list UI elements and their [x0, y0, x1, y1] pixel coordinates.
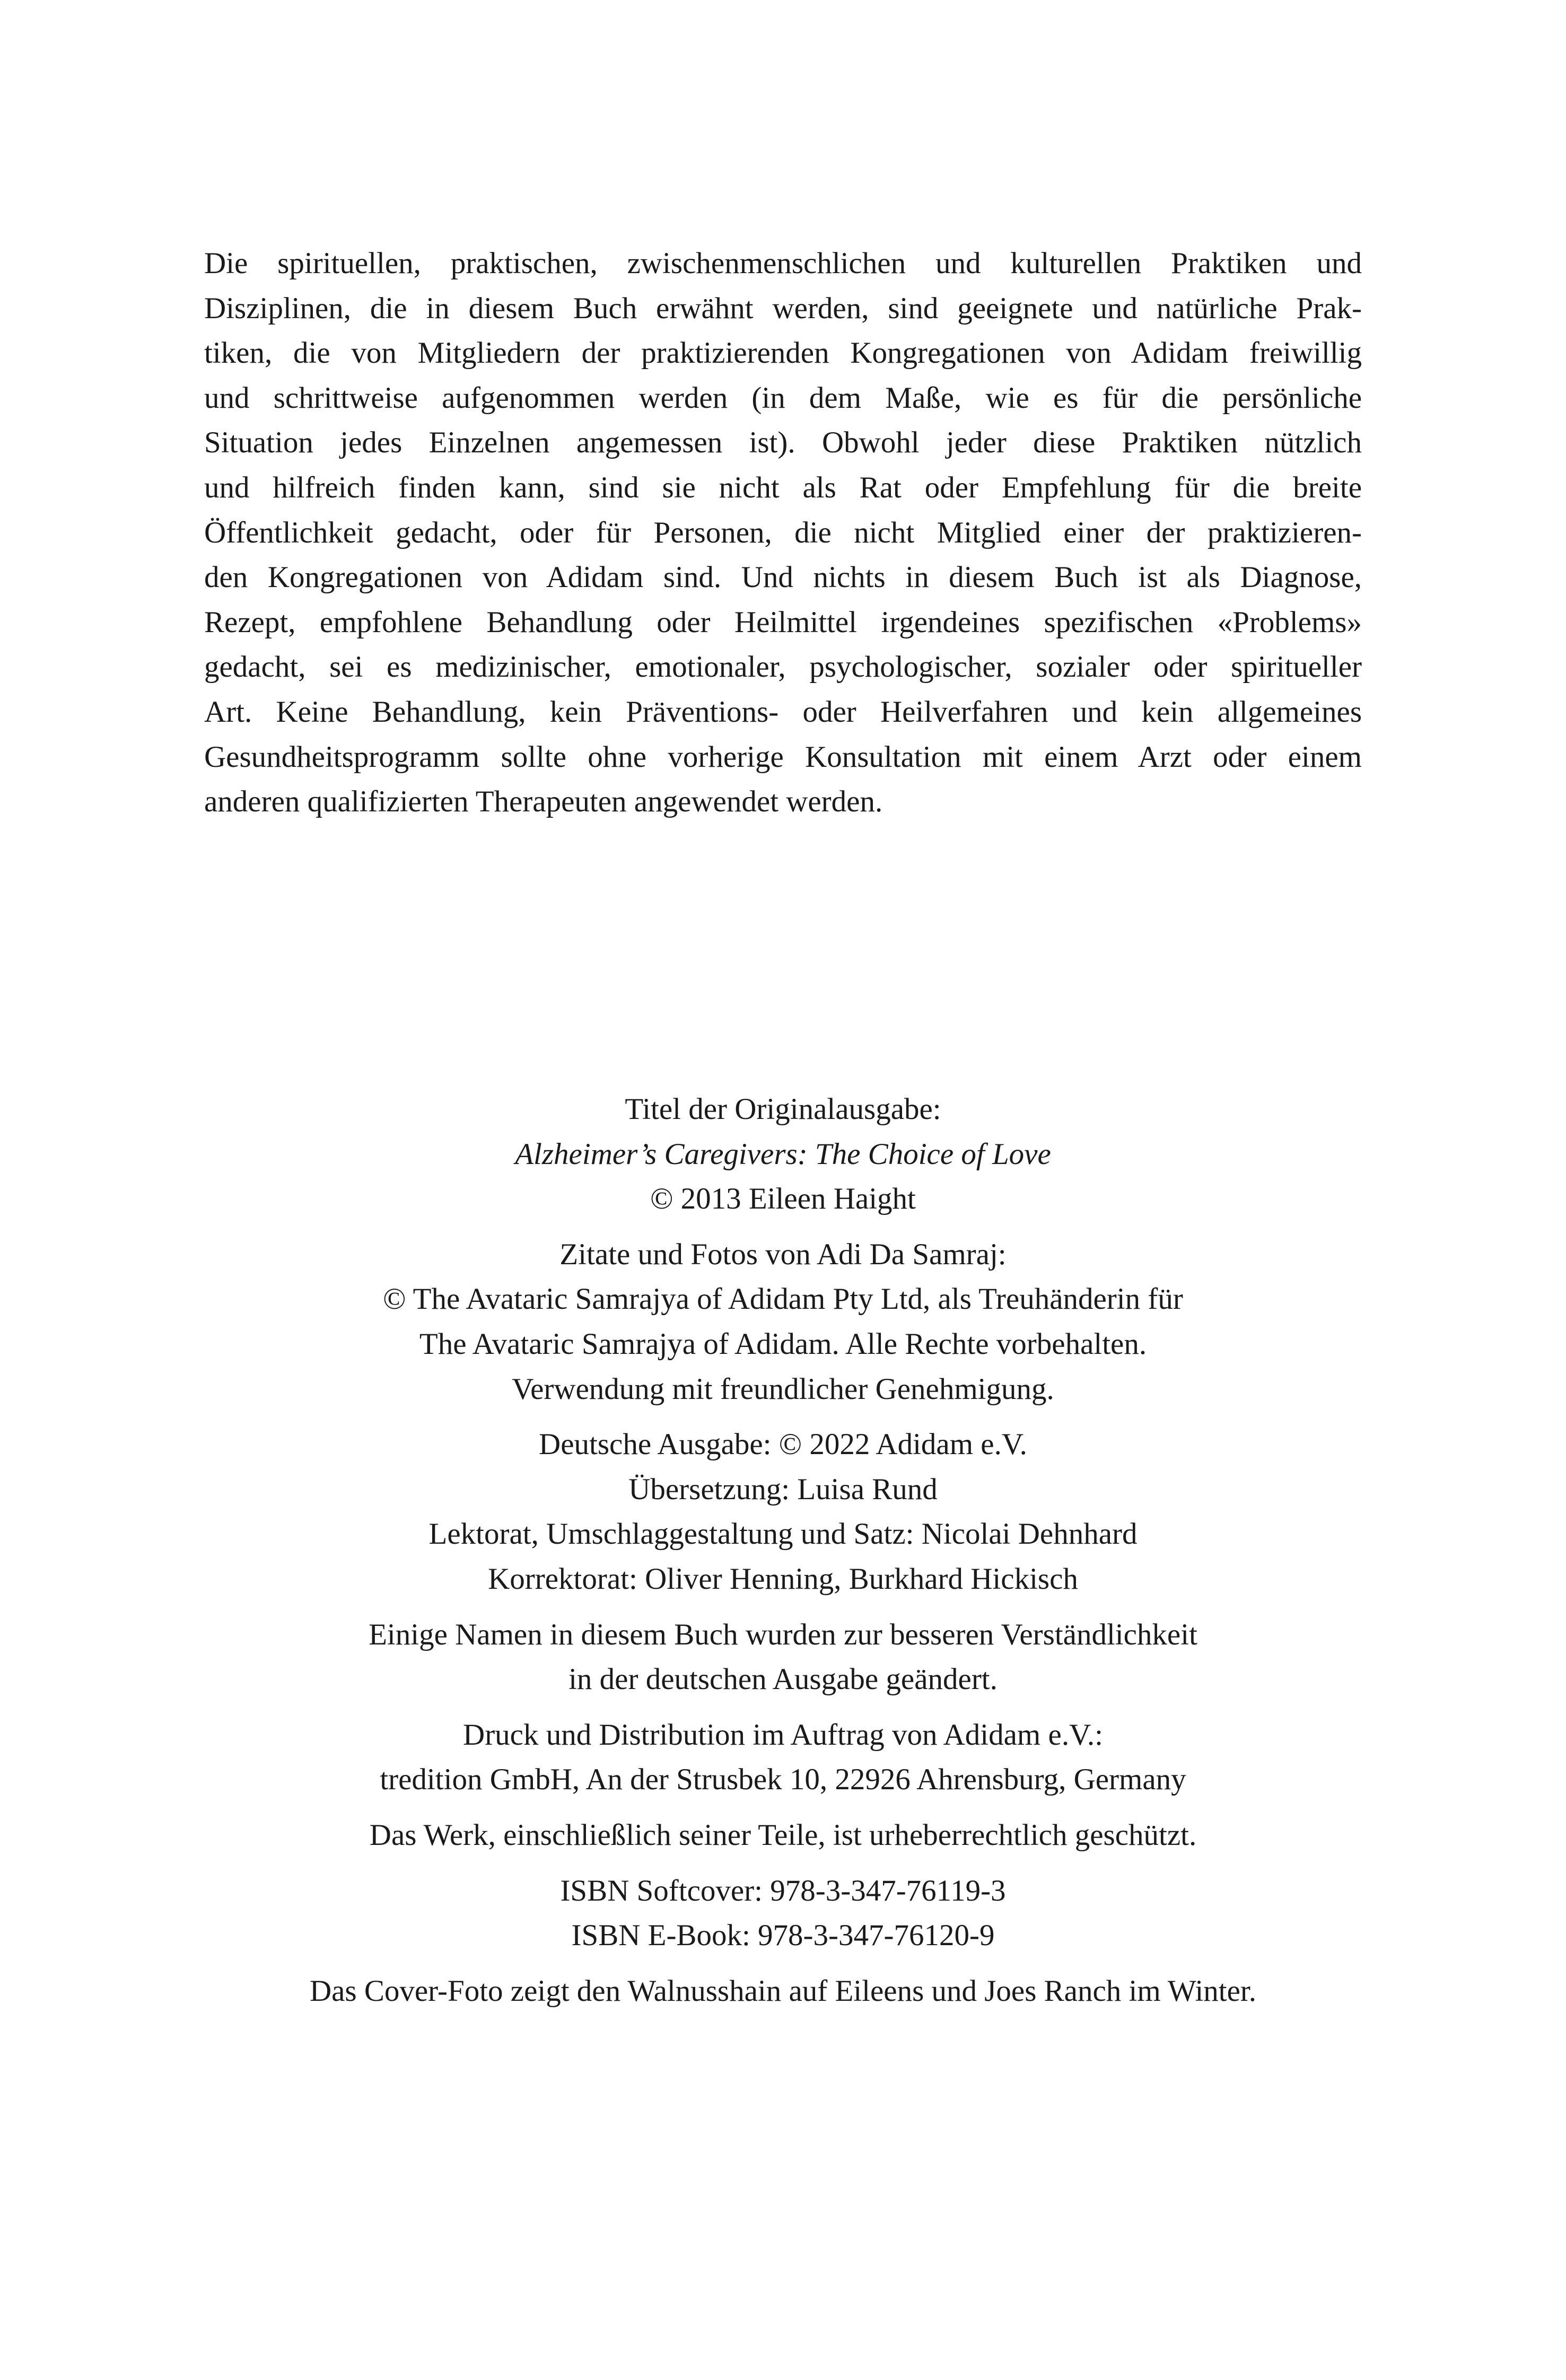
- names-note-line: Einige Namen in diesem Buch wurden zur besseren Verständlichkeit: [369, 1617, 1197, 1651]
- quotes-credit-block: [204, 1232, 1362, 1412]
- quotes-credit-line: The Avataric Samrajya of Adidam. Alle Rechte vorbehalten.: [419, 1327, 1147, 1361]
- original-edition-label: Titel der Originalausgabe:: [625, 1092, 941, 1126]
- disclaimer-line: tiken, die von Mitgliedern der praktizierenden Kongregationen von Adidam freiwillig: [204, 336, 1362, 370]
- disclaimer-line: und hilfreich finden kann, sind sie nicht als Rat oder Empfehlung für die breite: [204, 470, 1362, 504]
- quotes-credit-line: Zitate und Fotos von Adi Da Samraj:: [559, 1237, 1007, 1271]
- printer-address: tredition GmbH, An der Strusbek 10, 22926 Ahrensburg, Germany: [380, 1763, 1186, 1797]
- original-edition-block: [204, 1087, 1362, 1222]
- disclaimer-line: Die spirituellen, praktischen, zwischenmenschlichen und kulturellen Praktiken und: [204, 247, 1362, 280]
- rights-notice: Das Werk, einschließlich seiner Teile, ist urheberrechtlich geschützt.: [369, 1818, 1197, 1852]
- original-title: Alzheimer’s Caregivers: The Choice of Love: [515, 1137, 1051, 1171]
- proofreading-credit: Korrektorat: Oliver Henning, Burkhard Hickisch: [488, 1562, 1078, 1596]
- printing-block: [204, 1713, 1362, 1802]
- cover-note-block: [204, 1969, 1362, 2014]
- disclaimer-line: gedacht, sei es medizinischer, emotionaler, psychologischer, sozialer oder spiritueller: [204, 650, 1362, 684]
- disclaimer-line: Situation jedes Einzelnen angemessen ist). Obwohl jeder diese Praktiken nützlich: [204, 426, 1362, 460]
- disclaimer-line: den Kongregationen von Adidam sind. Und nichts in diesem Buch ist als Diagnose,: [204, 561, 1362, 594]
- names-note-block: [204, 1613, 1362, 1702]
- isbn-ebook: ISBN E-Book: 978-3-347-76120-9: [571, 1919, 995, 1953]
- disclaimer-line: Rezept, empfohlene Behandlung oder Heilmittel irgendeines spezifischen «Problems»: [204, 605, 1362, 639]
- disclaimer-line: anderen qualifizierten Therapeuten angewendet werden.: [204, 785, 883, 819]
- imprint-section: [204, 1087, 1362, 2014]
- editing-credit: Lektorat, Umschlaggestaltung und Satz: Nicolai Dehnhard: [428, 1517, 1138, 1551]
- disclaimer-line: Gesundheitsprogramm sollte ohne vorherige Konsultation mit einem Arzt oder einem: [204, 740, 1362, 774]
- names-note-line: in der deutschen Ausgabe geändert.: [568, 1662, 998, 1696]
- disclaimer-paragraph: [204, 241, 1362, 825]
- quotes-credit-line: Verwendung mit freundlicher Genehmigung.: [512, 1372, 1054, 1406]
- german-edition-line: Deutsche Ausgabe: © 2022 Adidam e.V.: [539, 1428, 1027, 1462]
- original-copyright: © 2013 Eileen Haight: [650, 1182, 916, 1216]
- printing-line: Druck und Distribution im Auftrag von Adidam e.V.:: [463, 1718, 1103, 1752]
- cover-photo-note: Das Cover-Foto zeigt den Walnusshain auf Eileens und Joes Ranch im Winter.: [309, 1974, 1257, 2008]
- isbn-softcover: ISBN Softcover: 978-3-347-76119-3: [560, 1874, 1006, 1908]
- german-edition-block: [204, 1422, 1362, 1602]
- disclaimer-line: und schrittweise aufgenommen werden (in dem Maße, wie es für die persönliche: [204, 381, 1362, 415]
- quotes-credit-line: © The Avataric Samrajya of Adidam Pty Ltd, als Treuhänderin für: [383, 1282, 1183, 1316]
- disclaimer-line: Disziplinen, die in diesem Buch erwähnt werden, sind geeignete und natürliche Prak-: [204, 291, 1362, 325]
- disclaimer-line: Öffentlichkeit gedacht, oder für Personen, die nicht Mitglied einer der praktizieren-: [204, 515, 1362, 549]
- rights-block: [204, 1813, 1362, 1858]
- translation-credit: Übersetzung: Luisa Rund: [628, 1472, 938, 1506]
- isbn-block: [204, 1869, 1362, 1958]
- disclaimer-line: Art. Keine Behandlung, kein Präventions- oder Heilverfahren und kein allgemeines: [204, 695, 1362, 729]
